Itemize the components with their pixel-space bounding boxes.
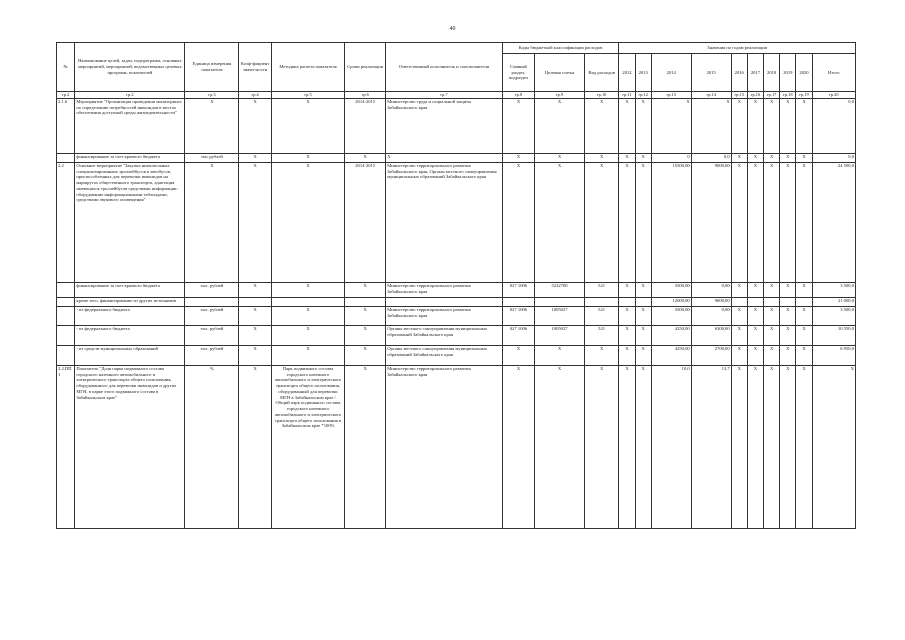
row-budget-section: X [502,163,534,283]
row-coefficient: X [239,346,271,366]
row-executor: Органы местного самоуправления муниципальных образований Забайкальского края [386,326,503,346]
value-2015: 2700,00 [691,346,731,366]
value-2020: X [796,346,812,366]
value-total: 3 500,0 [812,283,855,298]
table-row [57,307,856,326]
row-number [57,307,75,326]
row-term: 2014-2015 [345,99,386,154]
value-2014: 4250,00 [651,346,691,366]
value-2016: X [731,326,747,346]
row-expense-type: X [584,154,619,163]
value-2017: X [747,99,763,154]
value-2018: X [764,283,780,298]
header-year: 2015 [691,54,731,92]
value-2020 [796,298,812,307]
row-method: X [271,283,344,298]
header-term: Сроки реализации [345,43,386,92]
row-expense-type: X [584,99,619,154]
row-budget-section: 027 1006 [502,283,534,298]
table-row [57,298,856,307]
row-expense-type: 521 [584,326,619,346]
column-number: гр.7 [386,92,503,99]
header-year: 2017 [747,54,763,92]
table-row [57,154,856,163]
row-unit: тыс.рублей [185,154,239,163]
value-2012: X [619,163,635,283]
value-total: 21 000,0 [812,298,855,307]
value-2015: 9000,00 [691,163,731,283]
value-2018: X [764,154,780,163]
header-method: Методика расчета показателя [271,43,344,92]
row-budget-section [502,298,534,307]
header-executor: Ответственный исполнитель и соисполнители [386,43,503,92]
row-target-item [535,298,585,307]
row-method [271,298,344,307]
row-unit: % [185,366,239,529]
row-coefficient: X [239,366,271,529]
value-2017: X [747,283,763,298]
row-executor: Органы местного самоуправления муниципальных образований Забайкальского края [386,346,503,366]
table-row [57,283,856,298]
row-name: кроме того, финансирование из других источников [75,298,185,307]
row-unit: X [185,99,239,154]
value-2015: 9000,00 [691,298,731,307]
value-2016: X [731,283,747,298]
column-number: гр.15 [731,92,747,99]
value-2020: X [796,326,812,346]
value-2017: X [747,346,763,366]
value-2015: 6300,00 [691,326,731,346]
row-executor: Министерство труда и социальной защиты Забайкальского края [386,99,503,154]
value-2013: X [635,326,651,346]
header-year: 2019 [780,54,796,92]
value-2016: X [731,307,747,326]
value-2013: X [635,99,651,154]
header-kbk-type: Вид расходов [584,54,619,92]
value-2018 [764,298,780,307]
value-2014: 0 [651,154,691,163]
value-2016 [731,298,747,307]
value-2020: X [796,283,812,298]
header-year: 2016 [731,54,747,92]
value-2015: 0,00 [691,307,731,326]
value-2019: X [780,346,796,366]
row-coefficient: X [239,163,271,283]
row-name: финансирование за счет краевого бюджета [75,154,185,163]
value-total: X [812,366,855,529]
page-number: 40 [449,26,456,32]
row-unit: тыс. рублей [185,346,239,366]
row-budget-section: 027 1006 [502,326,534,346]
value-2012: X [619,99,635,154]
value-2013: X [635,154,651,163]
row-coefficient: X [239,154,271,163]
header-year: 2018 [764,54,780,92]
value-2014: X [651,99,691,154]
row-executor: X [386,154,503,163]
column-number: гр.5 [271,92,344,99]
column-number: гр.11 [619,92,635,99]
row-number [57,346,75,366]
value-2019: X [780,326,796,346]
row-name: - из средств муниципальных образований [75,346,185,366]
column-number: гр.19 [796,92,812,99]
header-unit: Единица измерения показателя [185,43,239,92]
value-2015: 13,7 [691,366,731,529]
row-number [57,326,75,346]
row-expense-type: X [584,346,619,366]
header-coef: Коэф-фициент значи-мости [239,43,271,92]
value-2018: X [764,163,780,283]
value-2018: X [764,99,780,154]
value-2012: X [619,326,635,346]
row-executor: Министерство территориального развития Забайкальского края [386,283,503,298]
row-budget-section: X [502,366,534,529]
row-number: 2.1.6 [57,99,75,154]
header-total: Итого [812,54,855,92]
value-2015: 0,0 [691,154,731,163]
row-coefficient: X [239,283,271,298]
value-2019: X [780,99,796,154]
row-term: X [345,366,386,529]
value-2019: X [780,283,796,298]
value-2018: X [764,366,780,529]
row-coefficient [239,298,271,307]
column-number: гр.12 [635,92,651,99]
row-name: Основное мероприятие "Закупка низкопольных специализированных троллейбусов и автобусов, приспособленных для перевозки инвалидов на маршрутах общественного транспорта, адаптация имеющихся троллейбусов средствами информации: оборудование информационными таблоидами, средствами звукового оповещения" [75,163,185,283]
value-total: 6 950,0 [812,346,855,366]
value-2012: X [619,307,635,326]
row-method: X [271,326,344,346]
row-coefficient: X [239,99,271,154]
row-target-item: 5222700 [535,283,585,298]
value-2018: X [764,346,780,366]
row-target-item: 1005027 [535,307,585,326]
value-2018: X [764,326,780,346]
row-executor [386,298,503,307]
column-numbers-row [57,92,856,99]
row-executor: Министерство территориального развития Забайкальского края [386,366,503,529]
value-2012 [619,298,635,307]
column-number: гр.16 [747,92,763,99]
column-number: гр.18 [780,92,796,99]
row-term: X [345,346,386,366]
row-term: X [345,154,386,163]
column-number: гр.13 [651,92,691,99]
row-coefficient: X [239,326,271,346]
row-budget-section: 027 1006 [502,307,534,326]
column-number: гр.6 [345,92,386,99]
row-unit: тыс. рублей [185,307,239,326]
value-2018: X [764,307,780,326]
row-method: Парк подвижного состава городского наземного автомобильного и электрического транспорта общего пользования, оборудованный для перевозки МГН в Забайкальском крае / Общий парк подвижного состава городского наземного автомобильного и электрического транспорта общего пользования в Забайкальском крае *100% [271,366,344,529]
value-2020: X [796,154,812,163]
header-kbk-group: Коды бюджетной классификации расходов [502,43,619,54]
header-kbk-target: Целевая статья [535,54,585,92]
row-expense-type: X [584,163,619,283]
column-number: гр.2 [57,92,75,99]
program-table [56,42,856,529]
column-number: гр.8 [502,92,534,99]
value-2013: X [635,307,651,326]
row-term: X [345,326,386,346]
header-year: 2012 [619,54,635,92]
column-number: гр.4 [239,92,271,99]
row-target-item: 1005027 [535,326,585,346]
header-kbk-sections: Главный раздел, подраздел [502,54,534,92]
row-expense-type: 521 [584,283,619,298]
header-num: № [57,43,75,92]
row-method: X [271,163,344,283]
row-method: X [271,307,344,326]
row-method: X [271,154,344,163]
row-budget-section: X [502,154,534,163]
value-2017: X [747,307,763,326]
value-2012: X [619,346,635,366]
value-2016: X [731,154,747,163]
row-target-item: X [535,163,585,283]
row-unit [185,298,239,307]
row-budget-section: X [502,346,534,366]
value-total: 3 500,0 [812,307,855,326]
row-term: X [345,307,386,326]
table-row [57,99,856,154]
value-2017: X [747,326,763,346]
value-2019: X [780,307,796,326]
table-row [57,366,856,529]
column-number: гр.3 [185,92,239,99]
row-term [345,298,386,307]
row-expense-type: X [584,366,619,529]
value-2019 [780,298,796,307]
row-method: X [271,346,344,366]
row-unit: тыс. рублей [185,326,239,346]
header-name: Наименование целей, задач, подпрограмм, основных мероприятий, мероприятий, ведомственных целевых программ, показателей [75,43,185,92]
value-2020: X [796,366,812,529]
column-number: гр.2 [75,92,185,99]
value-2020: X [796,307,812,326]
header-year: 2014 [651,54,691,92]
column-number: гр.10 [584,92,619,99]
value-2017: X [747,154,763,163]
value-2015: X [691,99,731,154]
row-executor: Министерство территориального развития Забайкальского края, Органы местного самоуправления муниципальных образований Забайкальского края [386,163,503,283]
header-year: 2013 [635,54,651,92]
row-term: 2014-2015 [345,163,386,283]
table-row [57,163,856,283]
value-2014: 12000,00 [651,298,691,307]
value-total: 10 550,0 [812,326,855,346]
row-term: X [345,283,386,298]
value-2012: X [619,366,635,529]
row-number: 2.2 [57,163,75,283]
row-target-item: X [535,99,585,154]
value-2019: X [780,163,796,283]
row-unit: тыс. рублей [185,283,239,298]
header-values-group: Значения по годам реализации [619,43,856,54]
row-name: Мероприятие "Организация проведения мониторинга по определению потребностей инвалидов в местах обеспечения доступной среды жизнедеятельности" [75,99,185,154]
row-expense-type [584,298,619,307]
value-2013: X [635,346,651,366]
value-2017: X [747,366,763,529]
value-2013 [635,298,651,307]
value-total: 0,0 [812,99,855,154]
value-2017: X [747,163,763,283]
value-2017 [747,298,763,307]
column-number: гр.17 [764,92,780,99]
value-2012: X [619,283,635,298]
row-number: 2.2.ПП1 [57,366,75,529]
row-expense-type: 521 [584,307,619,326]
row-number [57,298,75,307]
row-name: - из федерального бюджета [75,326,185,346]
value-2016: X [731,163,747,283]
value-2013: X [635,283,651,298]
row-budget-section: X [502,99,534,154]
value-2019: X [780,366,796,529]
row-unit: X [185,163,239,283]
row-name: Показатель "Доля парка подвижного состава городского наземного автомобильного и электрического транспорта общего пользования, оборудованного для перевозки инвалидов и других МГН, в парке этого подвижного состава в Забайкальском крае" [75,366,185,529]
value-2013: X [635,366,651,529]
value-2020: X [796,163,812,283]
value-2014: 3500,00 [651,307,691,326]
column-number: гр.14 [691,92,731,99]
row-executor: Министерство территориального развития Забайкальского края [386,307,503,326]
value-2020: X [796,99,812,154]
value-total: 24 500,0 [812,163,855,283]
value-2016: X [731,99,747,154]
row-name: - из федерального бюджета [75,307,185,326]
value-2016: X [731,346,747,366]
row-coefficient: X [239,307,271,326]
value-2012: X [619,154,635,163]
value-total: 0,0 [812,154,855,163]
row-name: финансирование за счет краевого бюджета [75,283,185,298]
column-number: гр.20 [812,92,855,99]
row-target-item: X [535,346,585,366]
column-number: гр.9 [535,92,585,99]
row-target-item: X [535,154,585,163]
value-2014: 3500,00 [651,283,691,298]
value-2013: X [635,163,651,283]
value-2016: X [731,366,747,529]
value-2019: X [780,154,796,163]
row-number [57,154,75,163]
header-year: 2020 [796,54,812,92]
row-target-item: X [535,366,585,529]
row-method: X [271,99,344,154]
value-2014: 15500,00 [651,163,691,283]
table-row [57,326,856,346]
table-row [57,346,856,366]
row-number [57,283,75,298]
value-2015: 0,00 [691,283,731,298]
value-2014: 4250,00 [651,326,691,346]
value-2014: 10,0 [651,366,691,529]
